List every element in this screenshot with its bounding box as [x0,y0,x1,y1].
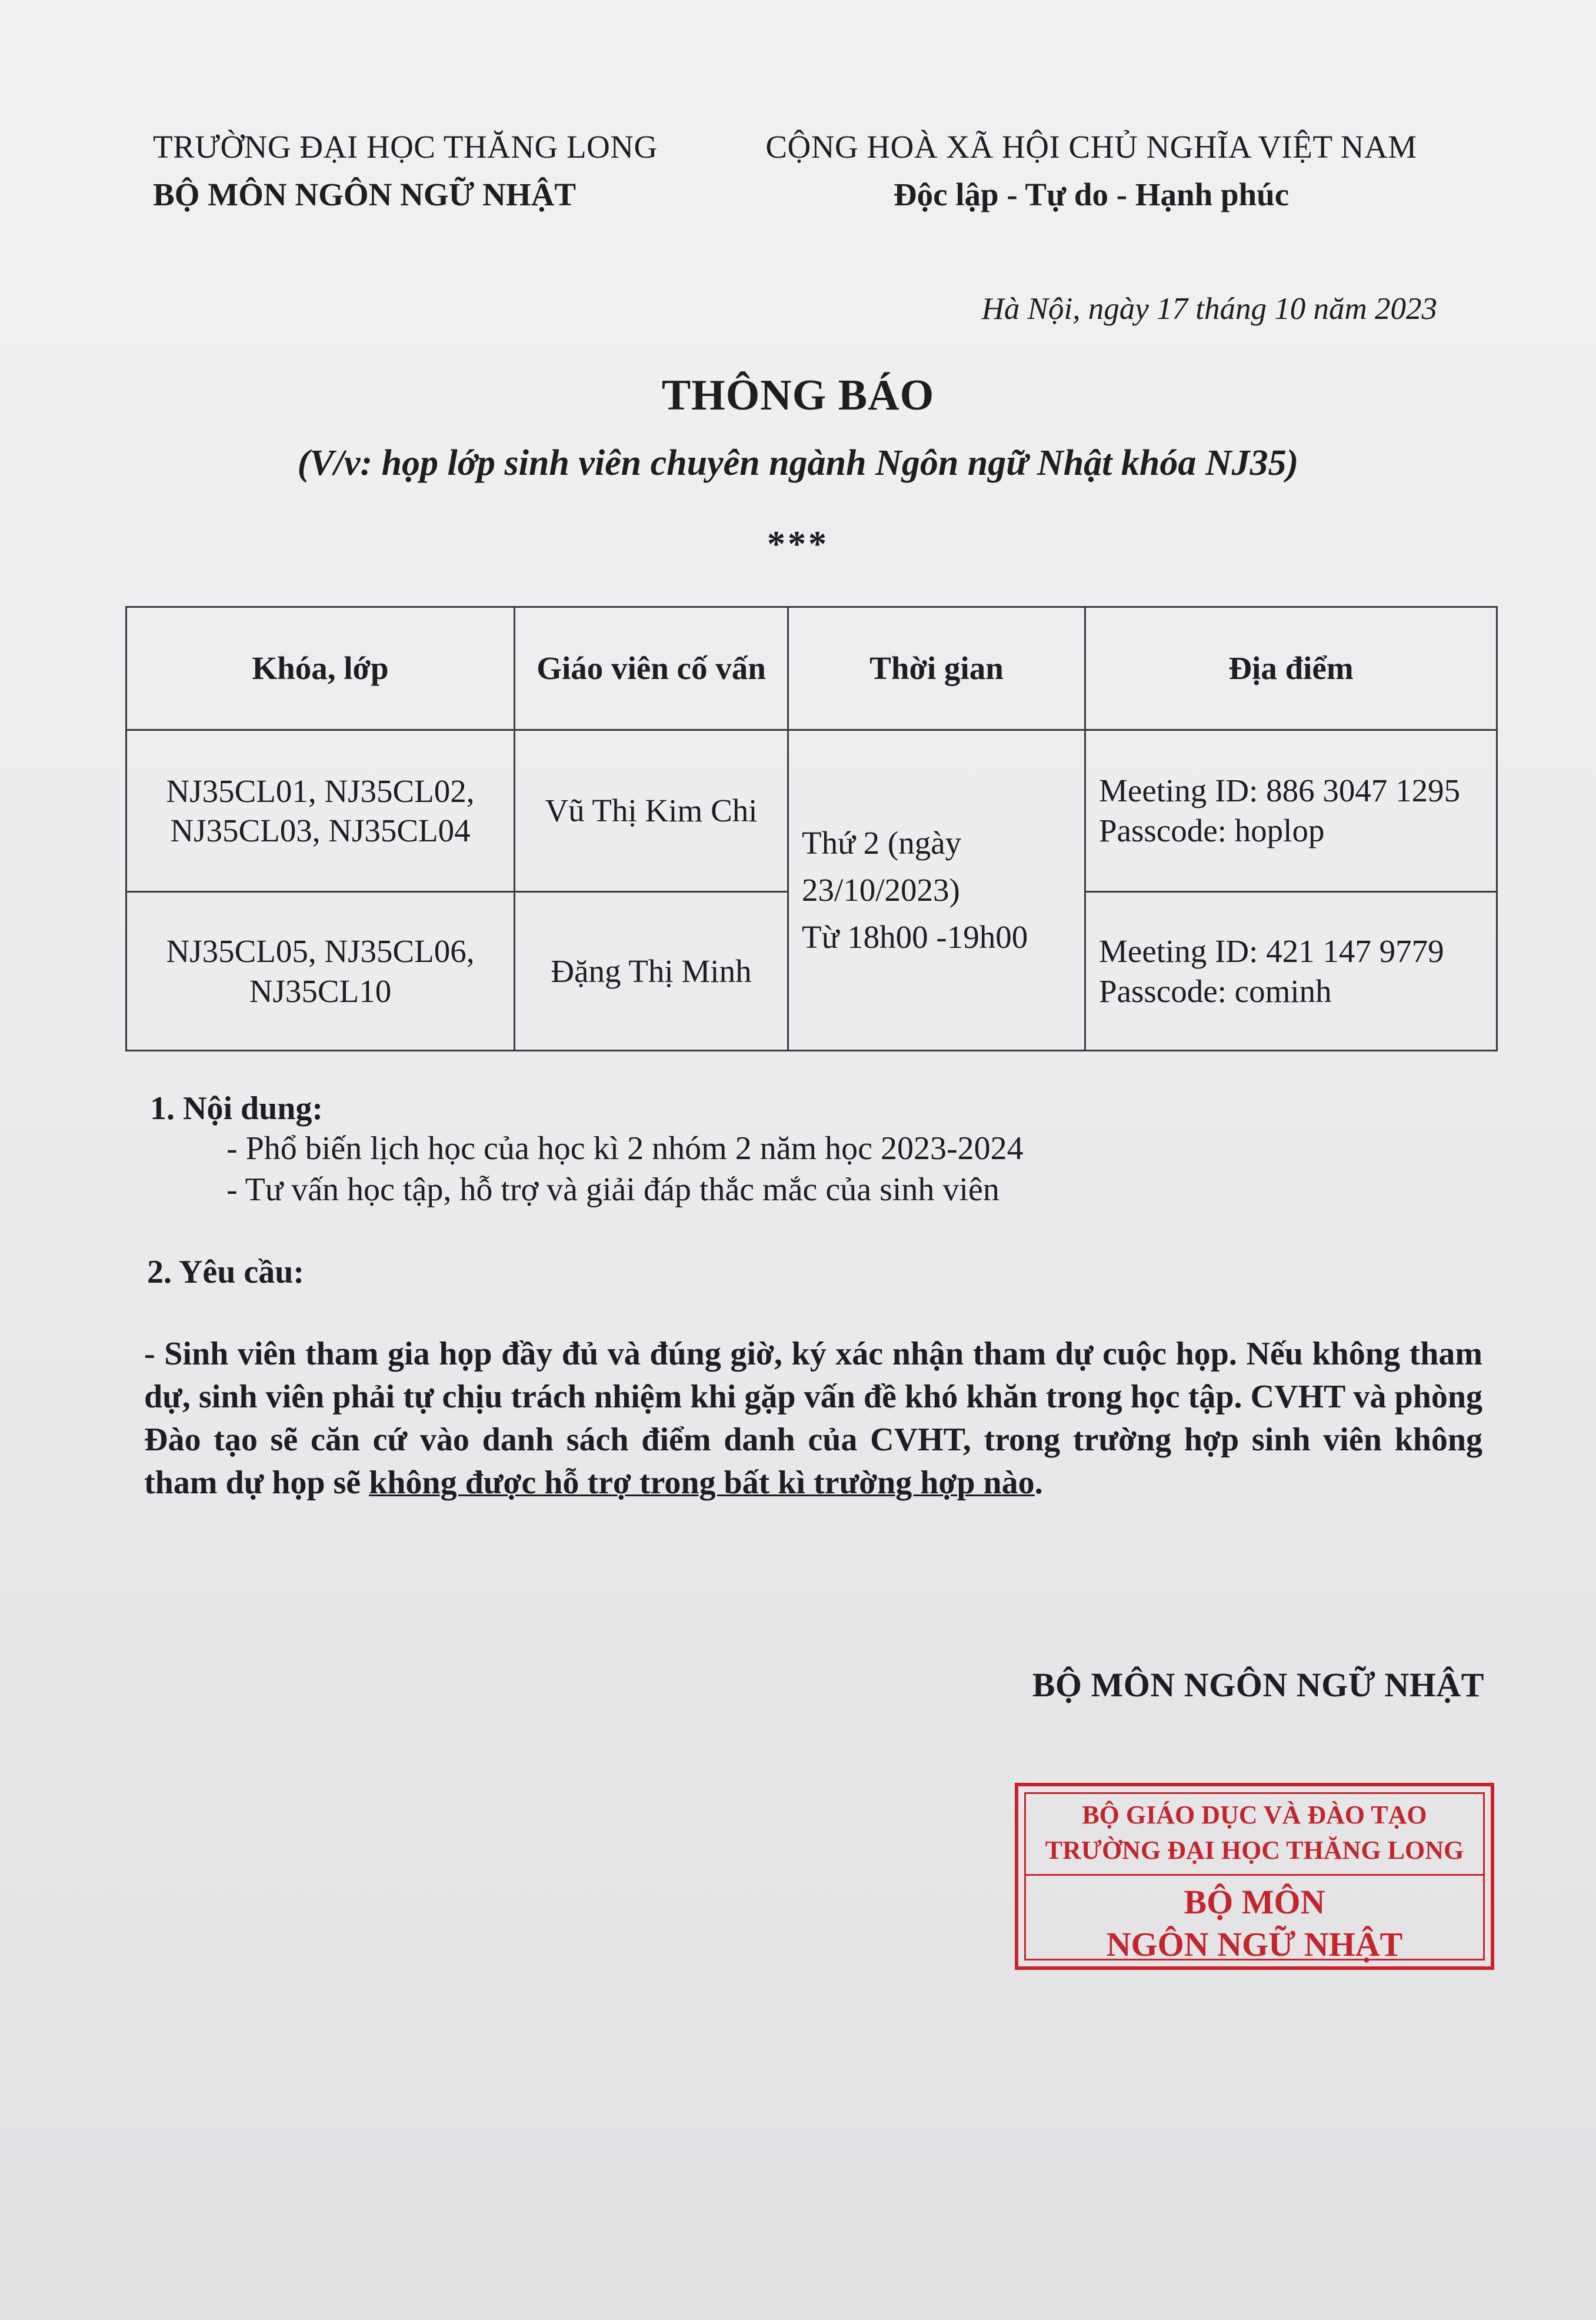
row1-passcode: Passcode: hoplop [1099,813,1325,848]
signature-department: BỘ MÔN NGÔN NGỮ NHẬT [1032,1666,1484,1704]
meeting-schedule-table [125,606,1498,1051]
table-row [126,730,1497,892]
stamp-bottom-section [1026,1881,1483,1966]
department-name: BỘ MÔN NGÔN NGỮ NHẬT [153,177,577,212]
row1-location [1085,730,1497,892]
row2-passcode: Passcode: cominh [1099,973,1332,1009]
row1-advisor: Vũ Thị Kim Chi [515,730,788,892]
requirements-paragraph [144,1333,1482,1504]
section-requirements-title: 2. Yêu cầu: [147,1254,305,1290]
row2-meeting-id: Meeting ID: 421 147 9779 [1099,933,1444,969]
official-stamp [1015,1783,1494,1970]
header-class: Khóa, lớp [126,607,515,730]
requirement-emphasis: không được hỗ trợ trong bất kì trường hợp nào [369,1464,1035,1501]
separator-stars: *** [767,524,829,564]
stamp-unit: BỘ MÔN [1184,1883,1325,1921]
requirement-end: . [1034,1464,1043,1501]
header-location: Địa điểm [1085,607,1497,730]
university-name: TRƯỜNG ĐẠI HỌC THĂNG LONG [153,129,658,165]
stamp-inner-border [1024,1792,1485,1963]
table-header-row [126,607,1497,730]
stamp-ministry: BỘ GIÁO DỤC VÀ ĐÀO TẠO [1082,1800,1427,1829]
list-item: - Phổ biến lịch học của học kì 2 nhóm 2 năm học 2023-2024 [226,1130,1024,1167]
national-motto: Độc lập - Tự do - Hạnh phúc [893,177,1290,212]
stamp-university: TRƯỜNG ĐẠI HỌC THĂNG LONG [1045,1836,1464,1865]
stamp-department: NGÔN NGỮ NHẬT [1106,1925,1403,1963]
national-header [738,128,1444,213]
date-line: Hà Nội, ngày 17 tháng 10 năm 2023 [981,292,1437,326]
meeting-date: Thứ 2 (ngày 23/10/2023) [802,825,962,908]
row2-classes: NJ35CL05, NJ35CL06, NJ35CL10 [126,892,515,1051]
meeting-time-cell [788,730,1085,1051]
university-header [153,128,658,213]
document-title: THÔNG BÁO [661,371,935,420]
requirement-text: - Sinh viên tham gia họp đầy đủ và đúng giờ, ký xác nhận tham dự cuộc họp. Nếu không tham dự, sinh viên phải tự chịu trách nhiệm khi gặp vấn đề khó khăn trong học tập. CVHT và phòng Đào tạo sẽ căn cứ vào danh sách điểm danh của CVHT, trong trường hợp sinh viên không tham dự họp sẽ [144,1336,1482,1501]
stamp-top-section [1026,1798,1483,1876]
document-subtitle: (V/v: họp lớp sinh viên chuyên ngành Ngôn ngữ Nhật khóa NJ35) [297,443,1299,483]
row2-location [1085,892,1497,1051]
list-item: - Tư vấn học tập, hỗ trợ và giải đáp thắc mắc của sinh viên [226,1171,999,1208]
row1-classes: NJ35CL01, NJ35CL02, NJ35CL03, NJ35CL04 [126,730,515,892]
header-advisor: Giáo viên cố vấn [515,607,788,730]
row2-advisor: Đặng Thị Minh [515,892,788,1051]
header-time: Thời gian [788,607,1085,730]
country-name: CỘNG HOÀ XÃ HỘI CHỦ NGHĨA VIỆT NAM [765,129,1417,165]
row1-meeting-id: Meeting ID: 886 3047 1295 [1099,773,1461,808]
section-content-title: 1. Nội dung: [150,1090,324,1127]
meeting-hours: Từ 18h00 -19h00 [802,919,1028,955]
